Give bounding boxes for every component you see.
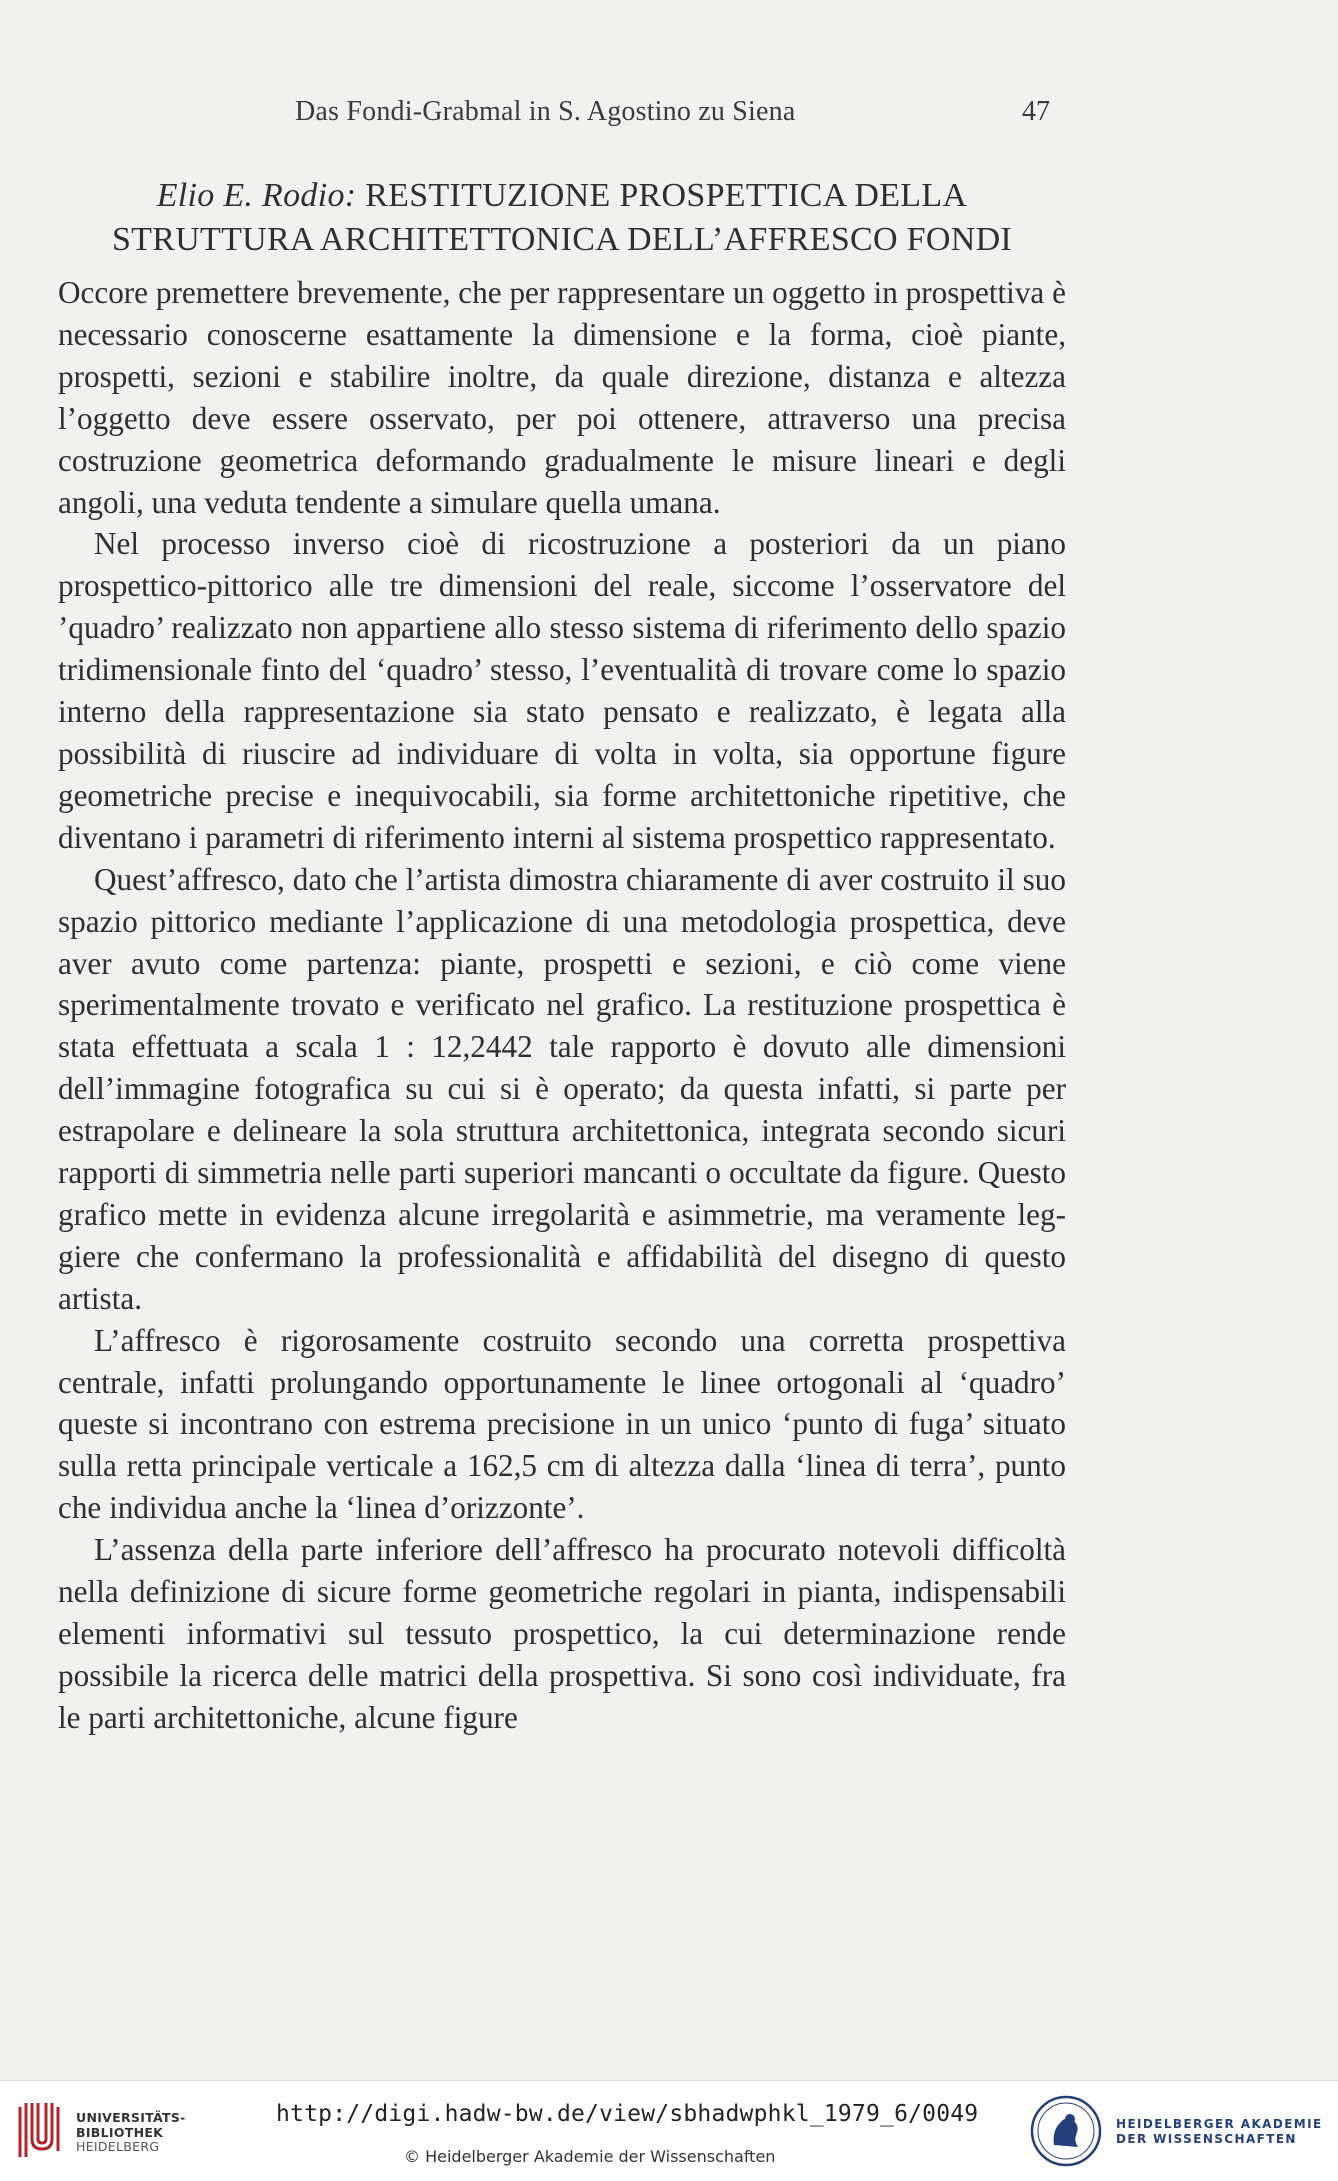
academy-line-1: HEIDELBERGER AKADEMIE (1116, 2117, 1323, 2131)
article-title (62, 174, 1062, 262)
author-name: Elio E. Rodio: (156, 177, 357, 214)
paragraph-4: L’affresco è rigorosamente costruito secondo una corretta prospettiva centrale, infatti prolungando opportunamente le linee ortogonali al ‘quadro’ queste si incontrano con estrema precisione in un unico ‘punto di fuga’ situato sulla retta principale verticale a 162,5 cm di altezza dalla ‘linea di terra’, punto che individua anche la ‘linea d’orizzonte’. (58, 1322, 1066, 1526)
digitization-footer (0, 2080, 1338, 2181)
article-body (58, 272, 1066, 1739)
page-number: 47 (1022, 96, 1050, 127)
academy-line-2: DER WISSENSCHAFTEN (1116, 2132, 1297, 2146)
copyright-notice: © Heidelberger Akademie der Wissenschaften (404, 2147, 776, 2166)
paragraph-1: Occore premettere brevemente, che per rappresentare un oggetto in prospettiva è necessario conoscerne esattamente la dimensione e la forma, cioè piante, prospetti, sezioni e stabilire inoltre, da quale direzione, distanza e altezza l’oggetto deve essere osservato, per poi ottenere, attraverso una precisa costruzione geometrica deformando gradualmente le misure lineari e degli angoli, una veduta tendente a simulare quella umana. (58, 275, 1066, 520)
title-text-1: RESTITUZIONE PROSPETTICA DELLA (365, 177, 968, 214)
permalink-url[interactable]: http://digi.hadw-bw.de/view/sbhadwphkl_1979_6/0049 (276, 2101, 979, 2127)
title-line-1 (62, 174, 1062, 218)
running-head: Das Fondi-Grabmal in S. Agostino zu Siena (295, 96, 796, 127)
library-line-3: HEIDELBERG (76, 2139, 160, 2154)
title-line-2: STRUTTURA ARCHITETTONICA DELL’AFFRESCO FONDI (111, 221, 1013, 258)
ub-heidelberg-logo-icon (14, 2099, 64, 2161)
academy-name (1116, 2117, 1323, 2147)
library-line-2: BIBLIOTHEK (76, 2124, 164, 2140)
library-name (76, 2111, 186, 2155)
paragraph-2: Nel processo inverso cioè di ricostruzione a posteriori da un piano prospettico-pittorico alle tre dimensioni del reale, siccome l’osservatore del ’quadro’ realizzato non appartiene allo stesso sistema di riferimento dello spazio tridimensionale finto del ‘quadro’ stesso, l’eventualità di trovare come lo spazio interno della rappresentazione sia stato pensato e realizzato, è legata alla possibilità di riuscire ad individuare di volta in volta, sia opportune figure geometriche precise e inequivocabili, sia forme architettoniche ripetitive, che diventano i parametri di riferimento interni al sistema prospettico rappresentato. (58, 526, 1066, 855)
paragraph-5: L’assenza della parte inferiore dell’affresco ha procurato notevoli difficoltà nella definizione di sicure forme geometriche regolari in pianta, indispensabili elementi informativi sul tessuto prospettico, la cui determinazione rende possibile la ricerca delle matrici della prospettiva. Si sono così individuate, fra le parti architettoniche, alcune figure (58, 1532, 1066, 1735)
paragraph-3: Quest’affresco, dato che l’artista dimostra chiaramente di aver costruito il suo spazio pittorico mediante l’applicazione di una metodologia prospettica, deve aver avuto come partenza: piante, prospetti e sezioni, e ciò come viene sperimentalmente trovato e verificato nel grafico. La restituzione prospettica è stata effettuata a scala 1 : 12,2442 tale rapporto è dovuto alle dimensioni dell’immagine fotografica su cui si è operato; da questa infatti, si parte per estrapolare e delineare la sola struttura architettonica, integrata secondo sicuri rapporti di simmetria nelle parti superiori mancanti o occultate da figure. Questo grafico mette in evidenza alcune irregolarità e asimmetrie, ma veramente leggiere che confermano la professionalità e affidabilità del disegno di questo artista. (58, 861, 1066, 1316)
library-line-1: UNIVERSITÄTS- (76, 2110, 186, 2125)
hadw-seal-icon (1030, 2095, 1102, 2167)
